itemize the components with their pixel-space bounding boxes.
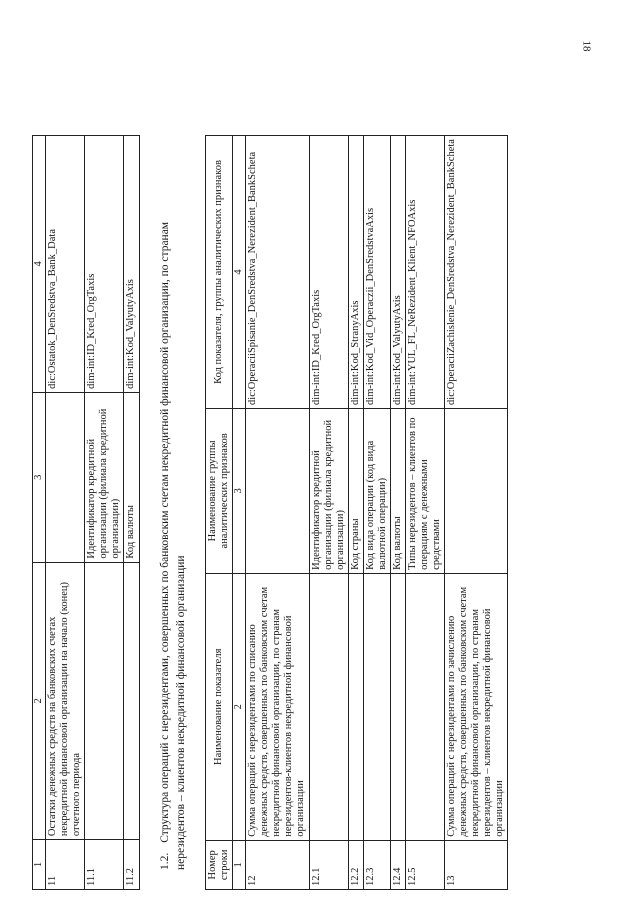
group-name: [246, 408, 309, 573]
table-row: [124, 136, 139, 890]
table-row: [405, 136, 444, 890]
group-name: Идентификатор кредитной организации (филиала кредитной организации): [309, 408, 348, 573]
row-number: 12.5: [405, 840, 444, 889]
row-number: 12.1: [309, 840, 348, 889]
group-name: [445, 408, 508, 573]
indicator-name: [85, 562, 124, 839]
section-number: 1.2.: [159, 852, 171, 870]
table1-header-col2: 2: [33, 562, 46, 839]
row-number: 12.4: [390, 840, 405, 889]
group-name: Типы нерезидентов – клиентов по операциям с денежными средствами: [405, 408, 444, 573]
row-number: 11.2: [124, 840, 139, 890]
table-row: [85, 136, 124, 890]
row-number: 12: [246, 840, 309, 889]
table-indicators-11: [32, 135, 140, 890]
col-number-2: 2: [233, 573, 246, 840]
group-name: Код вида операции (код вида валютной операции): [363, 408, 390, 573]
table-row: [348, 136, 363, 890]
header-indicator-name: Наименование показателя: [206, 573, 233, 840]
table-operations-nonresidents: [205, 135, 508, 890]
header-group-name: Наименование группы аналитических признаков: [206, 408, 233, 573]
table-row: [445, 136, 508, 890]
indicator-name: [390, 573, 405, 840]
table1-header-col1: 1: [33, 840, 46, 890]
table2-header-row: [206, 136, 233, 890]
table-row: [309, 136, 348, 890]
table-row: [363, 136, 390, 890]
header-row-number: Номер строки: [206, 840, 233, 889]
table1-header-col3: 3: [33, 392, 46, 562]
row-number: 11: [46, 840, 85, 890]
row-number: 12.3: [363, 840, 390, 889]
table-row: [246, 136, 309, 890]
indicator-name: [124, 562, 139, 839]
indicator-name: Сумма операций с нерезидентами по зачислению денежных средств, совершенных по банковским счетам некредитной финансовой организации, по странам нерезидентов – клиентов некредитной финансовой организации: [445, 573, 508, 840]
group-name: Код валюты: [124, 392, 139, 562]
indicator-name: [405, 573, 444, 840]
section-title-line1: Структура операций с нерезидентами, совершенных по банковским счетам некредитной финансовой организации, по странам: [159, 221, 171, 843]
group-name: [46, 392, 85, 562]
indicator-name: Сумма операций с нерезидентами по списанию денежных средств, совершенных по банковским счетам некредитной финансовой организации, по странам нерезидентов-клиентов некредитной финансовой организации: [246, 573, 309, 840]
row-number: 11.1: [85, 840, 124, 890]
table1-header-row: [33, 136, 46, 890]
indicator-name: [363, 573, 390, 840]
group-name: Код валюты: [390, 408, 405, 573]
table-row: [46, 136, 85, 890]
indicator-code: dim-int:Kod_StranyAxis: [348, 136, 363, 409]
table1-header-col4: 4: [33, 136, 46, 393]
indicator-code: dim-int:ID_Kred_OrgTaxis: [85, 136, 124, 393]
header-code: Код показателя, группы аналитических признаков: [206, 136, 233, 409]
indicator-code: dim-int:Kod_Vid_Operaczii_DenSredstvaAxis: [363, 136, 390, 409]
indicator-code: dic:OperaciiZachislenie_DenSredstva_Nerezident_BankScheta: [445, 136, 508, 409]
group-name: Идентификатор кредитной организации (филиала кредитной организации): [85, 392, 124, 562]
group-name: Код страны: [348, 408, 363, 573]
indicator-name: [309, 573, 348, 840]
page-number: 18: [580, 40, 593, 52]
table2-number-row: [233, 136, 246, 890]
table-row: [390, 136, 405, 890]
col-number-1: 1: [233, 840, 246, 889]
indicator-code: dic:OperaciiSpisanie_DenSredstva_Nerezident_BankScheta: [246, 136, 309, 409]
row-number: 13: [445, 840, 508, 889]
indicator-code: dim-int:YUL_FL_NeRezident_Klient_NFOAxis: [405, 136, 444, 409]
section-title-line2: нерезидентов – клиентов некредитной финансовой организации: [174, 555, 187, 870]
indicator-code: dim-int:Kod_ValyutyAxis: [124, 136, 139, 393]
section-heading: [158, 150, 189, 870]
indicator-name: Остатки денежных средств на банковских счетах некредитной финансовой организации на начало (конец) отчетного периода: [46, 562, 85, 839]
col-number-4: 4: [233, 136, 246, 409]
indicator-code: dim-int:Kod_ValyutyAxis: [390, 136, 405, 409]
indicator-name: [348, 573, 363, 840]
col-number-3: 3: [233, 408, 246, 573]
indicator-code: dim-int:ID_Kred_OrgTaxis: [309, 136, 348, 409]
row-number: 12.2: [348, 840, 363, 889]
indicator-code: dic:Ostatok_DenSredstva_Bank_Data: [46, 136, 85, 393]
